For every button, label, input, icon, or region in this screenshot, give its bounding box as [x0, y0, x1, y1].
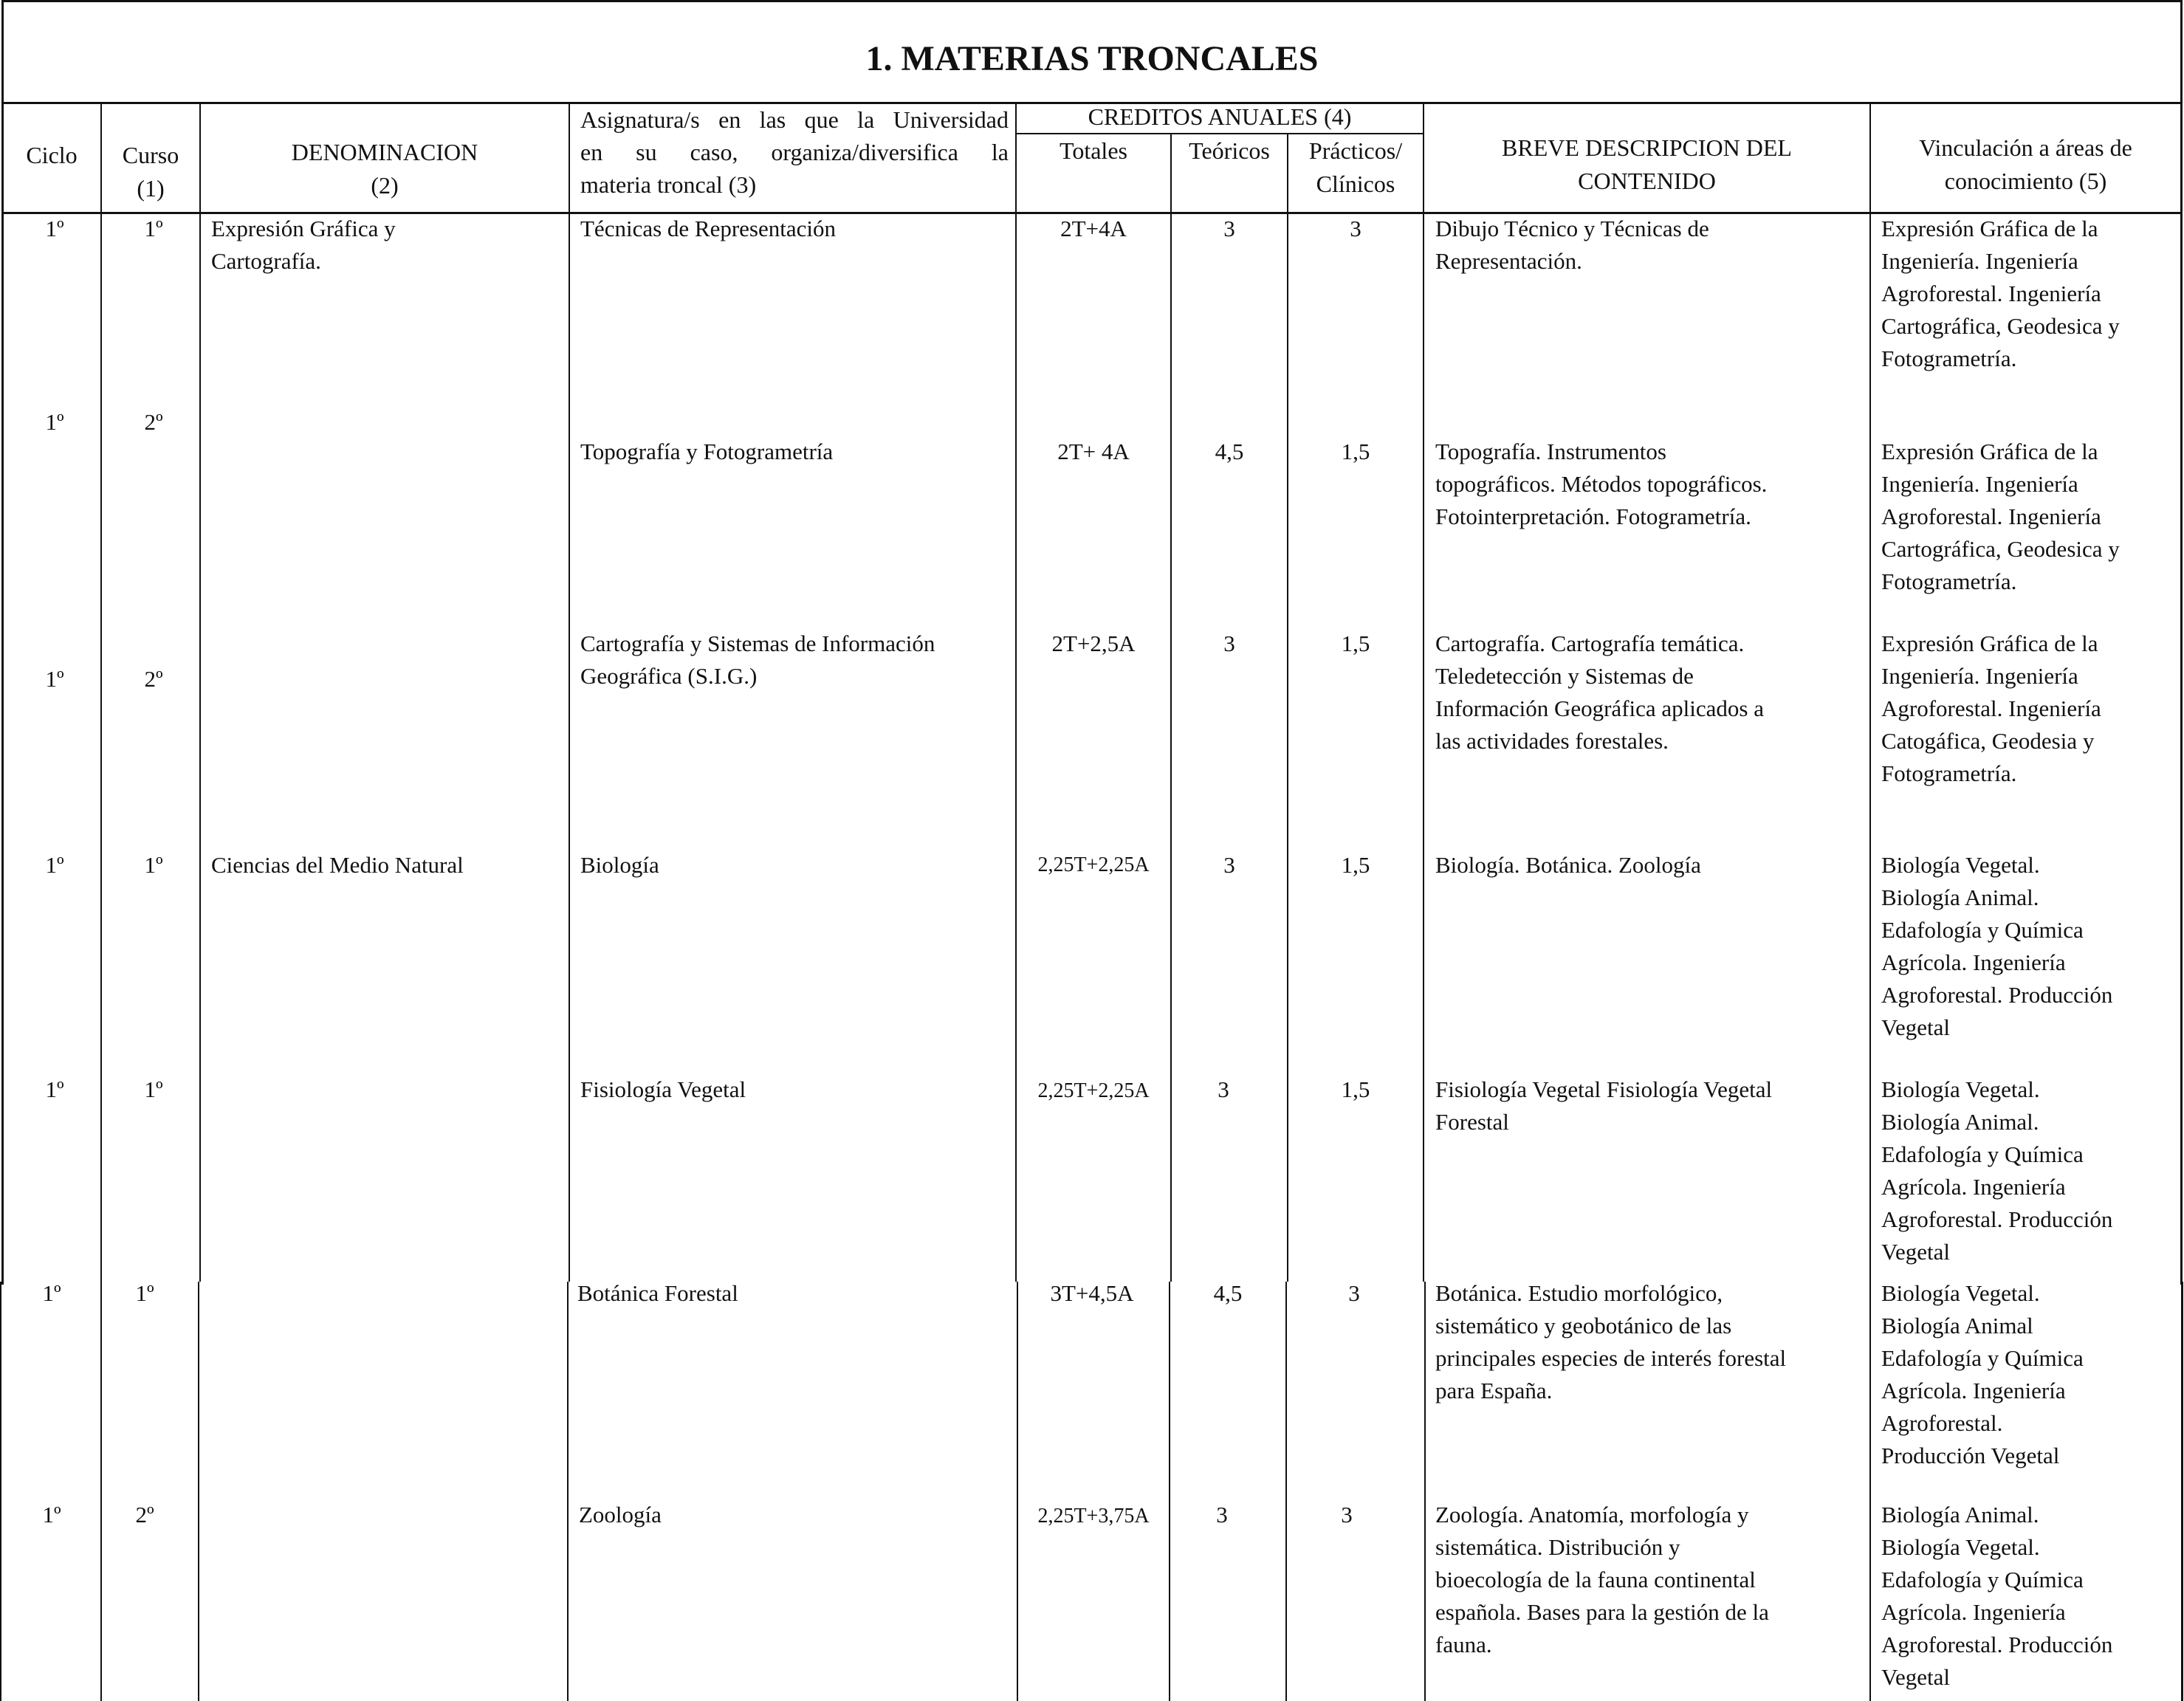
cell-ciclo: 1º	[42, 1502, 61, 1528]
cell-descripcion: Cartografía. Cartografía temática. Teledetección y Sistemas de Información Geográfica aplicados a las actividades forestales.	[1435, 630, 1764, 754]
cell-ciclo: 1º	[42, 1280, 61, 1306]
cell-vinculacion: Biología Vegetal. Biología Animal Edafología y Química Agrícola. Ingeniería Agroforestal. Producción Vegetal	[1881, 1280, 2084, 1468]
cell-teoricos: 3	[1223, 852, 1235, 878]
cell-practicos: 1,5	[1341, 630, 1370, 656]
cell-ciclo: 1º	[45, 666, 64, 692]
cell-denominacion: Ciencias del Medio Natural	[211, 852, 464, 878]
cell-vinculacion: Expresión Gráfica de la Ingeniería. Ingeniería Agroforestal. Ingeniería Cartográfica, Geodesica y Fotogrametría.	[1881, 216, 2120, 371]
col-sep	[1287, 133, 1288, 1282]
cell-vinculacion: Biología Vegetal. Biología Animal. Edafología y Química Agrícola. Ingeniería Agroforestal. Producción Vegetal	[1881, 852, 2113, 1040]
cell-descripcion: Dibujo Técnico y Técnicas de Representación.	[1435, 216, 1709, 274]
cell-asignatura: Zoología	[579, 1502, 662, 1528]
cell-asignatura: Cartografía y Sistemas de Información Geográfica (S.I.G.)	[580, 630, 935, 689]
header-creditos-anuales: CREDITOS ANUALES (4)	[1088, 103, 1352, 130]
cell-teoricos: 4,5	[1215, 439, 1244, 464]
cell-asignatura: Botánica Forestal	[577, 1280, 738, 1306]
header-denominacion: DENOMINACION (2)	[291, 139, 478, 199]
col-sep	[2181, 1282, 2183, 1701]
header-asignatura-line1: Asignatura/s en las que la Universidad	[580, 106, 1009, 133]
cell-vinculacion: Expresión Gráfica de la Ingeniería. Ingeniería Agroforestal. Ingeniería Cartográfica, Geodesica y Fotogrametría.	[1881, 439, 2120, 594]
cell-ciclo: 1º	[45, 1076, 64, 1102]
col-sep	[1423, 102, 1424, 1282]
cell-asignatura: Técnicas de Representación	[580, 216, 836, 241]
cell-descripcion: Botánica. Estudio morfológico, sistemático y geobotánico de las principales especies de interés forestal para España.	[1435, 1280, 1787, 1403]
header-teoricos: Teóricos	[1189, 137, 1270, 164]
cell-totales: 2,25T+3,75A	[1037, 1505, 1150, 1528]
col-sep	[1869, 1282, 1871, 1701]
cell-vinculacion: Biología Animal. Biología Vegetal. Edafología y Química Agrícola. Ingeniería Agroforestal. Producción Vegetal	[1881, 1502, 2113, 1690]
col-sep	[0, 1282, 1, 1701]
cell-descripcion: Biología. Botánica. Zoología	[1435, 852, 1701, 878]
cell-vinculacion: Biología Vegetal. Biología Animal. Edafología y Química Agrícola. Ingeniería Agroforestal. Producción Vegetal	[1881, 1076, 2113, 1265]
cell-totales: 2T+2,5A	[1051, 630, 1136, 656]
cell-practicos: 1,5	[1341, 1076, 1370, 1102]
header-practicos-clinicos: Prácticos/ Clínicos	[1308, 137, 1403, 197]
cell-practicos: 3	[1341, 1502, 1353, 1528]
col-sep	[100, 1282, 102, 1701]
cell-teoricos: 3	[1223, 630, 1235, 656]
cell-teoricos: 4,5	[1213, 1280, 1243, 1306]
cell-curso: 2º	[144, 409, 163, 435]
col-sep	[567, 1282, 569, 1701]
col-sep	[1017, 1282, 1018, 1701]
cell-vinculacion: Expresión Gráfica de la Ingeniería. Ingeniería Agroforestal. Ingeniería Catogáfica, Geodesia y Fotogrametría.	[1881, 630, 2101, 786]
cell-descripcion: Fisiología Vegetal Fisiología Vegetal Forestal	[1435, 1076, 1773, 1135]
header-asignatura-line3: materia troncal (3)	[580, 171, 757, 198]
col-sep	[1285, 1282, 1287, 1701]
header-ciclo: Ciclo	[26, 142, 78, 168]
cell-totales: 2,25T+2,25A	[1037, 853, 1150, 876]
cell-totales: 3T+4,5A	[1050, 1280, 1134, 1306]
header-totales: Totales	[1060, 137, 1127, 164]
cell-teoricos: 3	[1223, 216, 1235, 241]
cell-curso: 1º	[144, 216, 163, 241]
table-border-right	[2180, 0, 2183, 1285]
cell-asignatura: Topografía y Fotogrametría	[580, 439, 834, 464]
page-title: 1. MATERIAS TRONCALES	[865, 39, 1319, 78]
col-sep	[1169, 1282, 1170, 1701]
cell-descripcion: Topografía. Instrumentos topográficos. Métodos topográficos. Fotointerpretación. Fotogrametría.	[1435, 439, 1768, 529]
cell-descripcion: Zoología. Anatomía, morfología y sistemática. Distribución y bioecología de la fauna continental española. Bases para la gestión de la fauna.	[1435, 1502, 1769, 1657]
cell-curso: 1º	[135, 1280, 154, 1306]
header-vinculacion: Vinculación a áreas de conocimiento (5)	[1919, 134, 2132, 194]
header-curso: Curso (1)	[122, 142, 179, 202]
header-breve-descripcion: BREVE DESCRIPCION DEL CONTENIDO	[1502, 134, 1792, 194]
cell-totales: 2T+4A	[1060, 216, 1127, 241]
cell-practicos: 3	[1348, 1280, 1360, 1306]
col-sep	[1170, 133, 1172, 1282]
cell-ciclo: 1º	[45, 216, 64, 241]
cell-curso: 1º	[144, 1076, 163, 1102]
cell-ciclo: 1º	[45, 852, 64, 878]
col-sep	[569, 102, 570, 1282]
cell-practicos: 1,5	[1341, 439, 1370, 464]
cell-teoricos: 3	[1218, 1076, 1229, 1102]
cell-totales: 2,25T+2,25A	[1037, 1079, 1150, 1102]
col-sep	[1424, 1282, 1426, 1701]
cell-denominacion: Expresión Gráfica y Cartografía.	[211, 216, 396, 274]
cell-curso: 2º	[144, 666, 163, 692]
cell-ciclo: 1º	[45, 409, 64, 435]
header-asignatura-line2: en su caso, organiza/diversifica la	[580, 139, 1009, 165]
cell-asignatura: Fisiología Vegetal	[580, 1076, 746, 1102]
cell-curso: 1º	[144, 852, 163, 878]
cell-curso: 2º	[135, 1502, 154, 1528]
cell-teoricos: 3	[1216, 1502, 1228, 1528]
col-sep	[1869, 102, 1871, 1282]
col-sep	[198, 1282, 199, 1701]
cell-asignatura: Biología	[580, 852, 659, 878]
cell-totales: 2T+ 4A	[1057, 439, 1130, 464]
cell-practicos: 3	[1350, 216, 1361, 241]
table-border-top	[1, 0, 2183, 2]
cell-practicos: 1,5	[1341, 852, 1370, 878]
